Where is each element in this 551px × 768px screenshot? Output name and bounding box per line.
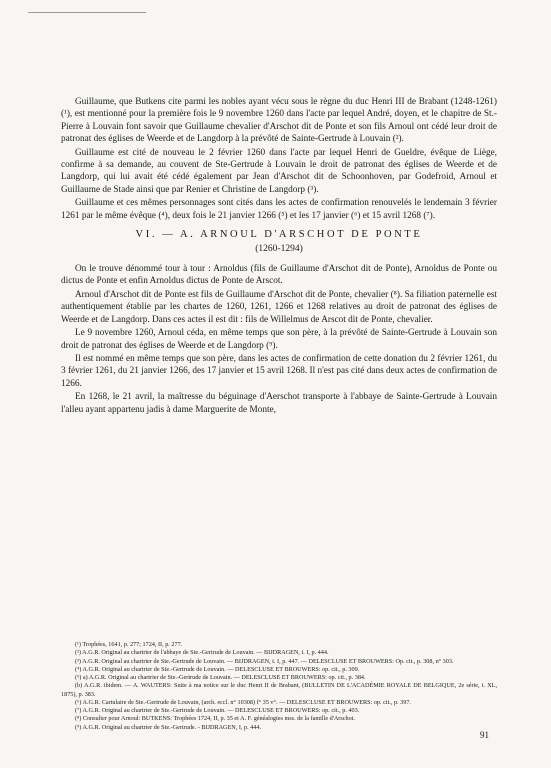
section-dates: (1260-1294) [255,244,303,255]
paragraph: En 1268, le 21 avril, la maîtresse du béguinage d'Aerschot transporte à l'abbaye de Sainte-Gertrude à Louvain l'alleu ayant appartenu jadis à dame Marguerite de Monte, [61,392,497,415]
paragraph: Guillaume, que Butkens cite parmi les nobles ayant vécu sous le règne du duc Henri III de Brabant (1248-1261) (¹), est mentionné pour la première fois le 9 novembre 1260 dans l'acte par lequel André, doyen, et le chapitre de St.-Pierre à Louvain font savoir que Guillaume chevalier d'Arschot dit de Ponte et son fils Arnoul ont cédé leur droit de patronat des églises de Weerde et de Langdorp à la prévôté de Sainte-Gertrude à Louvain (²). [61,97,497,145]
paragraph: On le trouve dénommé tour à tour : Arnoldus (fils de Guillaume d'Arschot dit de Ponte), Arnoldus de Ponte ou dictus de Ponte et enfin Arnoldus dictus de Ponte de Arscot. [61,264,497,287]
paragraph: Le 9 novembre 1260, Arnoul céda, en même temps que son père, à la prévôté de Sainte-Gertrude à Louvain son droit de patronat des églises de Weerde et de Langdorp (⁹). [61,328,497,351]
paragraph: Il est nommé en même temps que son père, dans les actes de confirmation de cette donation du 2 février 1261, du 3 février 1261, du 21 janvier 1266, des 17 janvier et 15 avril 1268. Il n'est pas cité dans deux actes de confirmation de 1266. [61,353,497,389]
paragraph: Guillaume est cité de nouveau le 2 février 1260 dans l'acte par lequel Henri de Gueldre, évêque de Liège, confirme à sa demande, au couvent de Ste-Gertrude à Louvain le droit de patronat des églises de Weerde et de Langdorp, qui lui avait été cédé également par Jean d'Arschot dit de Schoonhoven, par Godefroid, Arnoul et Guillaume de Stade ainsi que par Renier et Christine de Langdorp (³). [61,147,497,195]
footnote: (⁷) A.G.R. Original au chartrier de Ste.-Gertrude de Louvain. — DELESCLUSE ET BROUWERS: op. cit., p. 403. [75,707,360,714]
footnote: (⁵) a) A.G.R. Original au chartrier de Ste.-Gertrude de Louvain. — DELESCLUSE ET BROUWERS: op. cit., p. 384. [75,674,366,681]
paragraph: Arnoul d'Arschot dit de Ponte est fils de Guillaume d'Arschot dit de Ponte, chevalier (⁸). Sa filiation paternelle est authentiquement établie par les chartes de 1260, 1261, 1266 et 1268 relatives au droit de patronat des églises de Weerde et de Langdorp. Dans ces actes il est dit : fils de Willelmus de Arscot dit de Ponte, chevalier. [61,289,497,325]
section-heading: VI. — A. ARNOUL D'ARSCHOT DE PONTE [135,229,423,241]
body-text [61,96,497,416]
footnote: (³) A.G.R. Original au chartrier de Ste.-Gertrude de Louvain. — BIJDRAGEN, t. I, p. 447. — DELESCLUSE ET BROUWERS: Op. cit., p. 308, n° 303. [75,657,454,665]
paragraph: Guillaume et ces mêmes personnages sont cités dans les actes de confirmation renouvelés le lendemain 3 février 1261 par le même évêque (⁴), deux fois le 21 janvier 1266 (⁵) et les 17 janvier (⁶) et 15 avril 1268 (⁷). [61,198,497,221]
page-number: 91 [480,730,489,740]
footnote: (⁹) A.G.R. Original au chartrier de Ste.-Gertrude. - BIJDRAGEN, I, p. 444. [75,723,262,731]
scan-mark [28,12,146,13]
footnotes [61,641,497,732]
footnote: (⁴) A.G.R. Original au chartrier de Ste.-Gertrude de Louvain. — DELESCLUSE ET BROUWERS: op. cit., p. 309. [75,665,360,673]
footnote: (²) A.G.R. Original au chartrier de l'abbaye de Ste.-Gertrude de Louvain. — BIJDRAGEN, t. I, p. 444. [75,649,329,657]
footnote: (⁸) Consulter pour Arnoul: BUTKENS: Trophées 1724, II, p. 35 et A. F. généalogies mss. de la famille d'Arschot. [75,715,355,723]
footnote: (¹) Trophées, 1641, p. 277; 1724, II, p. 277. [75,641,183,648]
footnote: (⁶) A.G.R. Cartulaire de Ste.-Gertrude de Louvain, (arch. eccl. n° 10308) f° 35 v°. — DELESCLUSE ET BROUWERS: op. cit., p. 397. [75,698,411,706]
footnote: (b) A.G.R. ibidem. — A. WAUTERS: Suite à ma notice sur le duc Henri II de Brabant, (BULLETIN DE L'ACADÉMIE ROYALE DE BELGIQUE, 2e série, t. XL, 1875), p. 383. [61,682,497,698]
